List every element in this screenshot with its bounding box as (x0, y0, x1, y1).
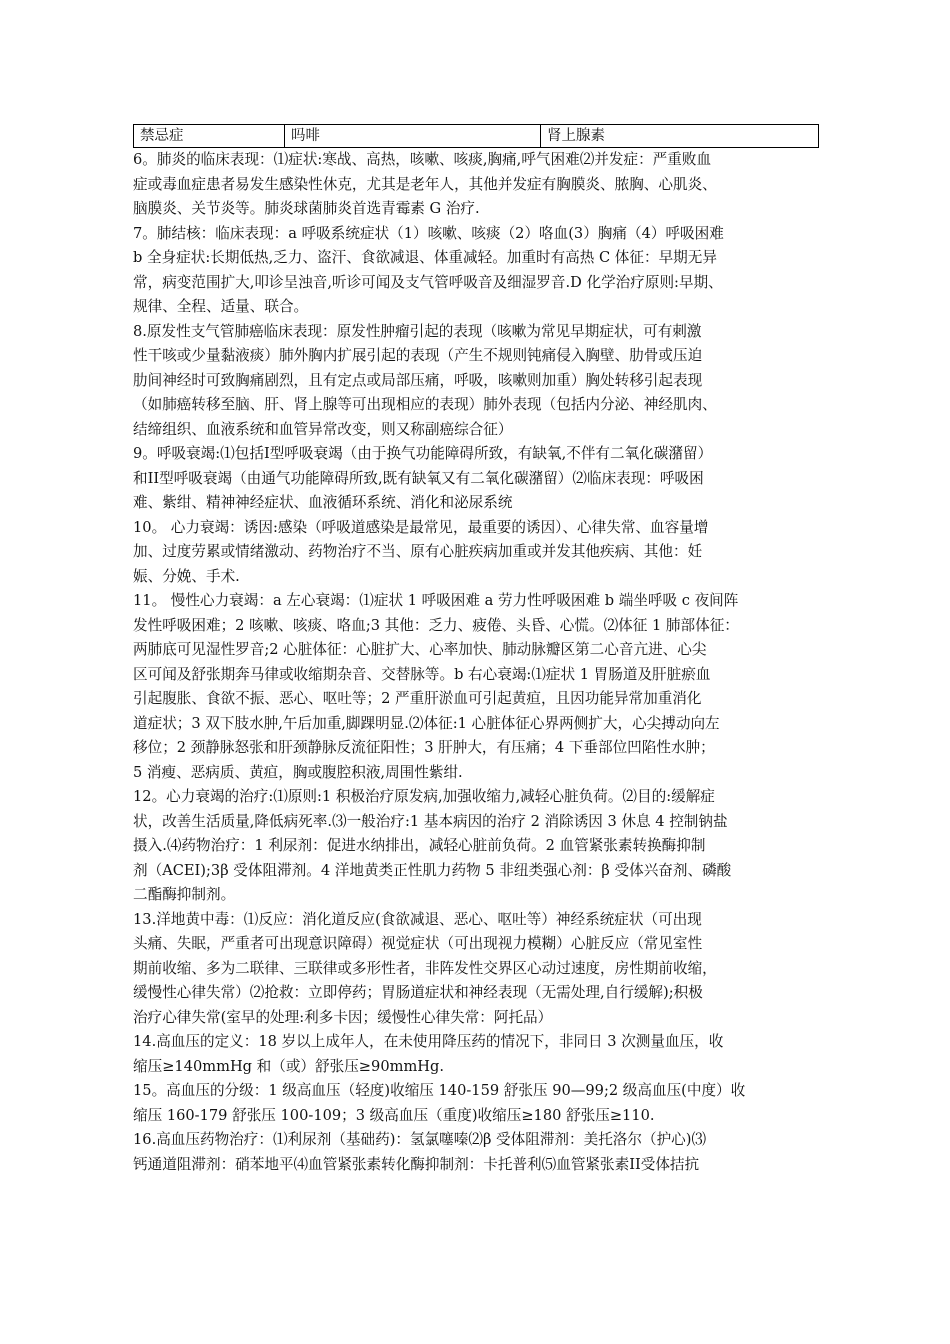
table-row (134, 125, 819, 148)
text-line: 和II型呼吸衰竭（由通气功能障碍所致,既有缺氧又有二氧化碳潴留）⑵临床表现：呼吸困 (133, 469, 704, 487)
text-line: 结缔组织、血液系统和血管异常改变，则又称副癌综合征） (133, 420, 513, 438)
paragraph (133, 442, 817, 516)
paragraph (133, 516, 817, 590)
text-line: 肋间神经时可致胸痛剧烈，且有定点或局部压痛，呼吸，咳嗽则加重）胸处转移引起表现 (133, 371, 703, 389)
text-line: 移位；2 颈静脉怒张和肝颈静脉反流征阳性；3 肝肿大，有压痛；4 下垂部位凹陷性水肿； (133, 739, 715, 756)
text-line: （如肺癌转移至脑、肝、肾上腺等可出现相应的表现）肺外表现（包括内分泌、神经肌肉、 (133, 396, 717, 413)
paragraph (133, 589, 817, 785)
text-line: 道症状；3 双下肢水肿,午后加重,脚踝明显.⑵体征:1 心脏体征心界两侧扩大，心尖搏动向左 (133, 714, 720, 732)
paragraph (133, 785, 817, 908)
paragraph (133, 1079, 817, 1128)
text-line: 性干咳或少量黏液痰）肺外胸内扩展引起的表现（产生不规则钝痛侵入胸壁、肋骨或压迫 (133, 347, 703, 364)
text-line: 12。心力衰竭的治疗:⑴原则:1 积极治疗原发病,加强收缩力,减轻心脏负荷。⑵目的:缓解症 (133, 788, 715, 805)
table-cell: 吗啡 (285, 125, 541, 148)
text-line: 钙通道阻滞剂：硝苯地平⑷血管紧张素转化酶抑制剂：卡托普利⑸血管紧张素II受体拮抗 (133, 1155, 700, 1173)
text-line: 常，病变范围扩大,叩诊呈浊音,听诊可闻及支气管呼吸音及细湿罗音.D 化学治疗原则:早期、 (133, 273, 723, 291)
text-line: 难、紫绀、精神神经症状、血液循环系统、消化和泌尿系统 (133, 494, 513, 511)
text-line: 10。 心力衰竭：诱因:感染（呼吸道感染是最常见，最重要的诱因）、心律失常、血容量增 (133, 518, 709, 536)
text-line: 5 消瘦、恶病质、黄疸，胸或腹腔积液,周围性紫绀. (133, 763, 463, 781)
text-line: 状，改善生活质量,降低病死率.⑶一般治疗:1 基本病因的治疗 2 消除诱因 3 休息 4 控制钠盐 (133, 812, 728, 830)
text-line: 治疗心律失常(室早的处理:利多卡因；缓慢性心律失常：阿托品） (133, 1008, 553, 1026)
text-line: 区可闻及舒张期奔马律或收缩期杂音、交替脉等。b 右心衰竭:⑴症状 1 胃肠道及肝脏瘀血 (133, 665, 711, 683)
text-line: 6。肺炎的临床表现：⑴症状:寒战、高热，咳嗽、咳痰,胸痛,呼气困难⑵并发症：严重败血 (133, 151, 712, 168)
paragraph (133, 1128, 817, 1177)
text-line: 9。呼吸衰竭:⑴包括I型呼吸衰竭（由于换气功能障碍所致，有缺氧,不伴有二氧化碳潴留） (133, 445, 713, 462)
text-line: 加、过度劳累或情绪激动、药物治疗不当、原有心脏疾病加重或并发其他疾病、其他：妊 (133, 543, 703, 560)
text-line: 期前收缩、多为二联律、三联律或多形性者，非阵发性交界区心动过速度，房性期前收缩， (133, 959, 717, 977)
text-line: 二酯酶抑制剂。 (133, 886, 236, 903)
text-line: 两肺底可见湿性罗音;2 心脏体征：心脏扩大、心率加快、肺动脉瓣区第二心音亢进、心尖 (133, 641, 707, 658)
document-page (133, 124, 817, 1177)
body-text (133, 148, 817, 1177)
text-line: b 全身症状:长期低热,乏力、盗汗、食欲减退、体重减轻。加重时有高热 C 体征：早期无异 (133, 249, 717, 266)
text-line: 规律、全程、适量、联合。 (133, 298, 309, 315)
text-line: 7。肺结核：临床表现：a 呼吸系统症状（1）咳嗽、咳痰（2）咯血(3）胸痛（4）呼吸困难 (133, 224, 724, 242)
text-line: 14.高血压的定义：18 岁以上成年人，在未使用降压药的情况下，非同日 3 次测量血压，收 (133, 1033, 724, 1050)
paragraph (133, 148, 817, 222)
paragraph (133, 320, 817, 443)
text-line: 16.高血压药物治疗：⑴利尿剂（基础药)：氢氯噻嗪⑵β 受体阻滞剂：美托洛尔（护心)⑶ (133, 1131, 707, 1148)
paragraph (133, 908, 817, 1031)
text-line: 症或毒血症患者易发生感染性休克，尤其是老年人，其他并发症有胸膜炎、脓胸、心肌炎、 (133, 175, 717, 193)
text-line: 头痛、失眠，严重者可出现意识障碍）视觉症状（可出现视力模糊）心脏反应（常见室性 (133, 935, 703, 952)
text-line: 摄入.⑷药物治疗：1 利尿剂：促进水纳排出，减轻心脏前负荷。2 血管紧张素转换酶抑制 (133, 837, 706, 854)
paragraph (133, 1030, 817, 1079)
text-line: 剂（ACEI);3β 受体阻滞剂。4 洋地黄类正性肌力药物 5 非纽类强心剂：β 受体兴奋剂、磷酸 (133, 861, 732, 879)
contraindication-table (133, 124, 819, 148)
text-line: 脑膜炎、关节炎等。肺炎球菌肺炎首选青霉素 G 治疗. (133, 200, 480, 217)
text-line: 缓慢性心律失常）⑵抢救：立即停药；胃肠道症状和神经表现（无需处理,自行缓解);积极 (133, 984, 703, 1001)
text-line: 13.洋地黄中毒：⑴反应：消化道反应(食欲减退、恶心、呕吐等）神经系统症状（可出现 (133, 910, 702, 928)
text-line: 15。高血压的分级：1 级高血压（轻度)收缩压 140-159 舒张压 90—99;2 级高血压(中度）收 (133, 1082, 746, 1099)
text-line: 缩压≥140mmHg 和（或）舒张压≥90mmHg. (133, 1057, 444, 1075)
text-line: 8.原发性支气管肺癌临床表现：原发性肿瘤引起的表现（咳嗽为常见早期症状，可有刺激 (133, 322, 702, 340)
text-line: 缩压 160-179 舒张压 100-109；3 级高血压（重度)收缩压≥180 舒张压≥110. (133, 1106, 655, 1124)
text-line: 11。 慢性心力衰竭：a 左心衰竭：⑴症状 1 呼吸困难 a 劳力性呼吸困难 b 端坐呼吸 c 夜间阵 (133, 592, 739, 609)
paragraph (133, 222, 817, 320)
table-cell: 禁忌症 (134, 125, 285, 148)
text-line: 引起腹胀、食欲不振、恶心、呕吐等；2 严重肝淤血可引起黄疸，且因功能异常加重消化 (133, 690, 702, 707)
text-line: 娠、分娩、手术. (133, 567, 240, 585)
table-cell: 肾上腺素 (541, 125, 819, 148)
text-line: 发性呼吸困难；2 咳嗽、咳痰、咯血;3 其他：乏力、疲倦、头昏、心慌。⑵体征 1 肺部体征： (133, 616, 739, 634)
